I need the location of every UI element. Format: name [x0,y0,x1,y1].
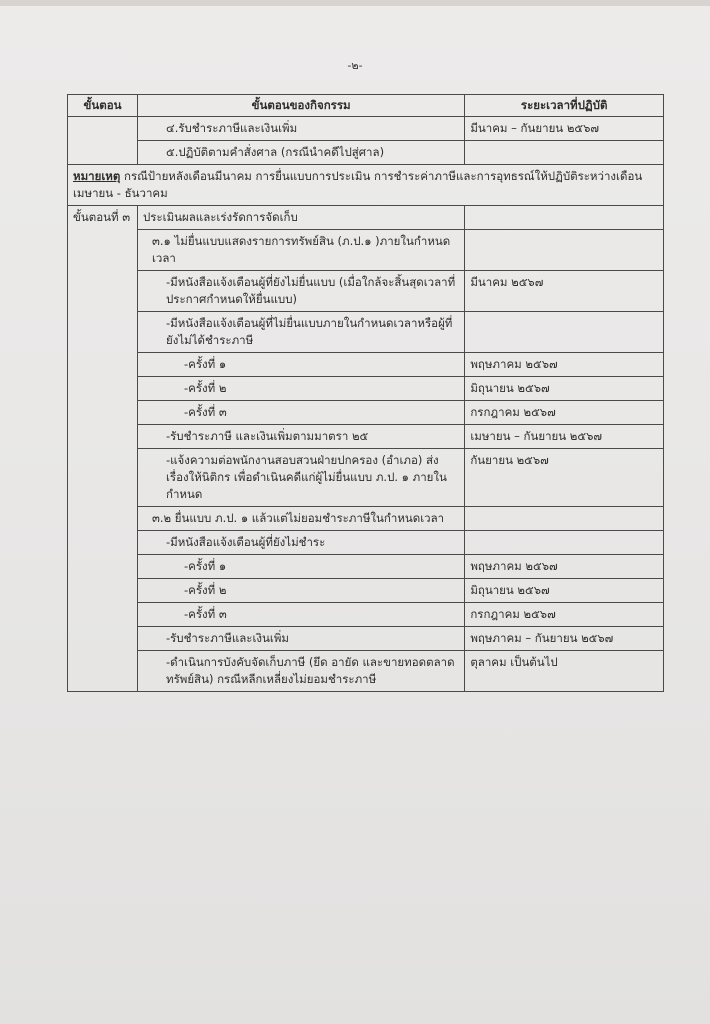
step-cell-empty [68,377,138,401]
step-cell-empty [68,449,138,507]
table-row [68,312,664,353]
period-cell [465,507,664,531]
step-cell-empty [68,353,138,377]
step-cell-empty [68,312,138,353]
activity-cell: -รับชำระภาษีและเงินเพิ่ม [137,627,464,651]
activity-cell: -ครั้งที่ ๒ [137,579,464,603]
note-label: หมายเหตุ [73,169,121,183]
period-cell: มีนาคม – กันยายน ๒๕๖๗ [465,117,664,141]
table-row [68,377,664,401]
activity-cell: -ครั้งที่ ๑ [137,353,464,377]
activity-cell: -ครั้งที่ ๓ [137,603,464,627]
table-row [68,353,664,377]
period-cell: พฤษภาคม – กันยายน ๒๕๖๗ [465,627,664,651]
table-row [68,651,664,692]
step-cell-empty [68,651,138,692]
table-row [68,531,664,555]
activity-cell: -ครั้งที่ ๑ [137,555,464,579]
header-activity: ขั้นตอนของกิจกรรม [137,95,464,117]
note-text: กรณีป้ายหลังเดือนมีนาคม การยื่นแบบการประเมิน การชำระค่าภาษีและการอุทธรณ์ให้ปฏิบัติระหว่างเดือนเมษายน - ธันวาคม [73,169,643,200]
period-cell: กรกฎาคม ๒๕๖๗ [465,401,664,425]
period-cell: มีนาคม ๒๕๖๗ [465,271,664,312]
table-header-row [68,95,664,117]
period-cell: พฤษภาคม ๒๕๖๗ [465,353,664,377]
table-row [68,603,664,627]
period-cell: มิถุนายน ๒๕๖๗ [465,579,664,603]
table-row [68,507,664,531]
page-number: -๒- [347,59,363,72]
step-cell: ขั้นตอนที่ ๓ [68,206,138,230]
activity-cell: -มีหนังสือแจ้งเตือนผู้ที่ยังไม่ชำระ [137,531,464,555]
step-cell-empty [68,531,138,555]
table-row [68,206,664,230]
table-row [68,627,664,651]
activity-cell: -ครั้งที่ ๒ [137,377,464,401]
period-cell [465,531,664,555]
step-cell-empty [68,117,138,165]
period-cell [465,206,664,230]
table-row [68,271,664,312]
activity-cell: ๓.๒ ยื่นแบบ ภ.ป. ๑ แล้วแต่ไม่ยอมชำระภาษีในกำหนดเวลา [137,507,464,531]
period-cell: พฤษภาคม ๒๕๖๗ [465,555,664,579]
note-cell [68,165,664,206]
activity-cell: ๓.๑ ไม่ยื่นแบบแสดงรายการทรัพย์สิน (ภ.ป.๑ )ภายในกำหนดเวลา [137,230,464,271]
period-cell [465,230,664,271]
table-row [68,579,664,603]
period-cell: เมษายน – กันยายน ๒๕๖๗ [465,425,664,449]
header-step: ขั้นตอน [68,95,138,117]
table-row [68,555,664,579]
activity-cell: -รับชำระภาษี และเงินเพิ่มตามมาตรา ๒๕ [137,425,464,449]
step-cell-empty [68,507,138,531]
table-row [68,117,664,141]
activity-schedule-table [67,94,664,692]
table-row [68,425,664,449]
step-cell-empty [68,579,138,603]
period-cell: มิถุนายน ๒๕๖๗ [465,377,664,401]
period-cell [465,141,664,165]
period-cell [465,312,664,353]
step-cell-empty [68,425,138,449]
step3-rows [68,230,664,692]
activity-cell: -ครั้งที่ ๓ [137,401,464,425]
table-row [68,401,664,425]
period-cell: กรกฎาคม ๒๕๖๗ [465,603,664,627]
step-cell-empty [68,603,138,627]
activity-cell: -ดำเนินการบังคับจัดเก็บภาษี (ยึด อายัด และขายทอดตลาดทรัพย์สิน) กรณีหลีกเหลี่ยงไม่ยอมชำระภาษี [137,651,464,692]
step-cell-empty [68,401,138,425]
header-period: ระยะเวลาที่ปฏิบัติ [465,95,664,117]
activity-cell: -แจ้งความต่อพนักงานสอบสวนฝ่ายปกครอง (อำเภอ) ส่งเรื่องให้นิติกร เพื่อดำเนินคดีแก่ผู้ไม่ยื่นแบบ ภ.ป. ๑ ภายในกำหนด [137,449,464,507]
activity-cell: -มีหนังสือแจ้งเตือนผู้ที่ไม่ยื่นแบบภายในกำหนดเวลาหรือผู้ที่ยังไม่ได้ชำระภาษี [137,312,464,353]
note-row [68,165,664,206]
table-row [68,449,664,507]
step-cell-empty [68,627,138,651]
page-top-edge [0,0,710,6]
activity-cell: -มีหนังสือแจ้งเตือนผู้ที่ยังไม่ยื่นแบบ (เมื่อใกล้จะสิ้นสุดเวลาที่ประกาศกำหนดให้ยื่นแบบ) [137,271,464,312]
step-title-cell: ประเมินผลและเร่งรัดการจัดเก็บ [137,206,464,230]
step-cell-empty [68,555,138,579]
step-cell-empty [68,230,138,271]
activity-cell: ๕.ปฏิบัติตามคำสั่งศาล (กรณีนำคดีไปสู่ศาล) [137,141,464,165]
table-row [68,230,664,271]
period-cell: กันยายน ๒๕๖๗ [465,449,664,507]
period-cell: ตุลาคม เป็นต้นไป [465,651,664,692]
step-cell-empty [68,271,138,312]
activity-cell: ๔.รับชำระภาษีและเงินเพิ่ม [137,117,464,141]
table-row [68,141,664,165]
